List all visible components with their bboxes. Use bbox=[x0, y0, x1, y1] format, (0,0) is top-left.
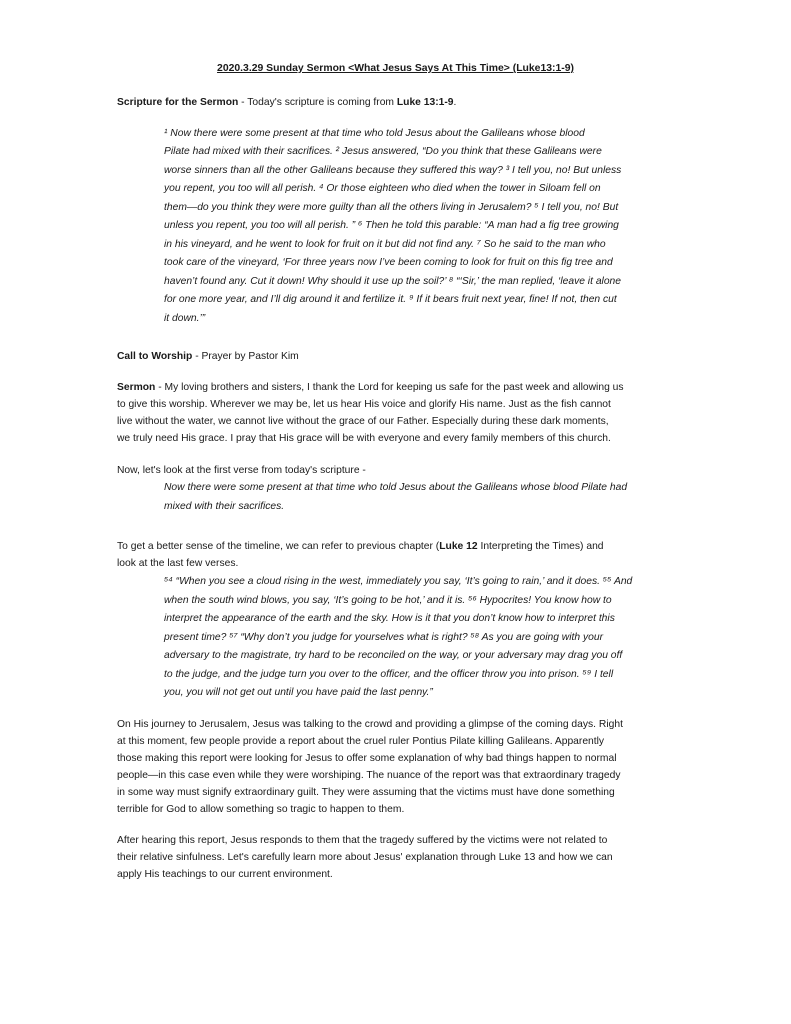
sermon-line: live without the water, we cannot live without the grace of our Father. Especially during these dark moments, bbox=[117, 416, 609, 427]
scripture-ref: Luke 13:1-9 bbox=[396, 97, 454, 108]
journey-line: On His journey to Jerusalem, Jesus was talking to the crowd and providing a glimpse of the coming days. Right bbox=[117, 719, 623, 730]
luke12-line: ⁵⁴ “When you see a cloud rising in the west, immediately you say, ‘It’s going to rain,’ and it does. ⁵⁵ And bbox=[164, 576, 633, 587]
journey-line: in some way must signify extraordinary guilt. They were assuming that the victims must have done something bbox=[117, 787, 615, 798]
scripture-intro-end: . bbox=[453, 97, 457, 108]
sermon-title: 2020.3.29 Sunday Sermon <What Jesus Says At This Time> (Luke13:1-9) bbox=[217, 63, 574, 74]
first-verse-intro: Now, let's look at the first verse from today's scripture - bbox=[117, 465, 366, 476]
scripture-intro-text: - Today's scripture is coming from bbox=[238, 97, 397, 108]
passage-line: you repent, you too will all perish. ⁴ Or those eighteen who died when the tower in Siloam fell on bbox=[164, 183, 601, 194]
sermon-label: Sermon bbox=[117, 382, 156, 393]
luke12-line: interpret the appearance of the earth and the sky. How is it that you don’t know how to interpret this bbox=[164, 613, 615, 624]
timeline-line bbox=[117, 540, 604, 554]
sermon-line bbox=[117, 381, 624, 395]
after-line: apply His teachings to our current environment. bbox=[117, 869, 333, 880]
call-to-worship-text: - Prayer by Pastor Kim bbox=[192, 351, 299, 362]
luke12-line: when the south wind blows, you say, ‘It’s going to be hot,’ and it is. ⁵⁶ Hypocrites! You know how to bbox=[164, 595, 612, 606]
passage-line: Pilate had mixed with their sacrifices. ² Jesus answered, “Do you think that these Galileans were bbox=[164, 146, 602, 157]
luke12-line: adversary to the magistrate, try hard to be reconciled on the way, or your adversary may drag you off bbox=[164, 650, 623, 661]
journey-line: terrible for God to allow something so tragic to happen to them. bbox=[117, 804, 405, 815]
timeline-ref: Luke 12 bbox=[439, 541, 478, 552]
timeline-pre: To get a better sense of the timeline, we can refer to previous chapter ( bbox=[117, 541, 440, 552]
after-line: After hearing this report, Jesus responds to them that the tragedy suffered by the victims were not related to bbox=[117, 835, 608, 846]
first-verse-line: Now there were some present at that time who told Jesus about the Galileans whose blood Pilate had bbox=[164, 482, 628, 493]
journey-line: those making this report were looking for Jesus to offer some explanation of why bad things happen to normal bbox=[117, 753, 617, 764]
passage-line: haven’t found any. Cut it down! Why should it use up the soil?’ ⁸ “‘Sir,’ the man replied, ‘leave it alone bbox=[164, 276, 622, 287]
luke12-line: you, you will not get out until you have paid the last penny.” bbox=[164, 687, 433, 698]
passage-line: it down.’” bbox=[164, 313, 206, 324]
call-to-worship-label: Call to Worship bbox=[117, 351, 193, 362]
scripture-label: Scripture for the Sermon bbox=[117, 97, 239, 108]
after-line: their relative sinfulness. Let's carefully learn more about Jesus' explanation through Luke 13 and how we can bbox=[117, 852, 613, 863]
timeline-post: Interpreting the Times) and bbox=[477, 541, 604, 552]
sermon-line-text: - My loving brothers and sisters, I thank the Lord for keeping us safe for the past week and allowing us bbox=[155, 382, 624, 393]
journey-line: at this moment, few people provide a report about the cruel ruler Pontius Pilate killing Galileans. Apparently bbox=[117, 736, 605, 747]
luke12-line: present time? ⁵⁷ “Why don’t you judge for yourselves what is right? ⁵⁸ As you are going with your bbox=[164, 632, 604, 643]
passage-line: them—do you think they were more guilty than all the others living in Jerusalem? ⁵ I tell you, no! But bbox=[164, 202, 619, 213]
passage-line: for one more year, and I’ll dig around it and fertilize it. ⁹ If it bears fruit next year, fine! If not, then cut bbox=[164, 294, 617, 305]
journey-line: people—in this case even while they were worshiping. The nuance of the report was that extraordinary tragedy bbox=[117, 770, 621, 781]
passage-line: took care of the vineyard, ‘For three years now I’ve been coming to look for fruit on this fig tree and bbox=[164, 257, 613, 268]
sermon-line: we truly need His grace. I pray that His grace will be with everyone and every family members of this church. bbox=[117, 433, 611, 444]
passage-line: worse sinners than all the other Galileans because they suffered this way? ³ I tell you, no! But unless bbox=[164, 165, 622, 176]
scripture-intro bbox=[117, 96, 456, 110]
sermon-line: to give this worship. Wherever we may be, let us hear His voice and glorify His name. Just as the fish cannot bbox=[117, 399, 611, 410]
call-to-worship bbox=[117, 350, 299, 364]
luke12-line: to the judge, and the judge turn you over to the officer, and the officer throw you into prison. ⁵⁹ I tell bbox=[164, 669, 614, 680]
first-verse-line: mixed with their sacrifices. bbox=[164, 501, 285, 512]
passage-line: unless you repent, you too will all perish. ” ⁶ Then he told this parable: “A man had a fig tree growing bbox=[164, 220, 619, 231]
passage-line: ¹ Now there were some present at that time who told Jesus about the Galileans whose blood bbox=[164, 128, 585, 139]
passage-line: in his vineyard, and he went to look for fruit on it but did not find any. ⁷ So he said to the man who bbox=[164, 239, 606, 250]
timeline-line: look at the last few verses. bbox=[117, 558, 239, 569]
